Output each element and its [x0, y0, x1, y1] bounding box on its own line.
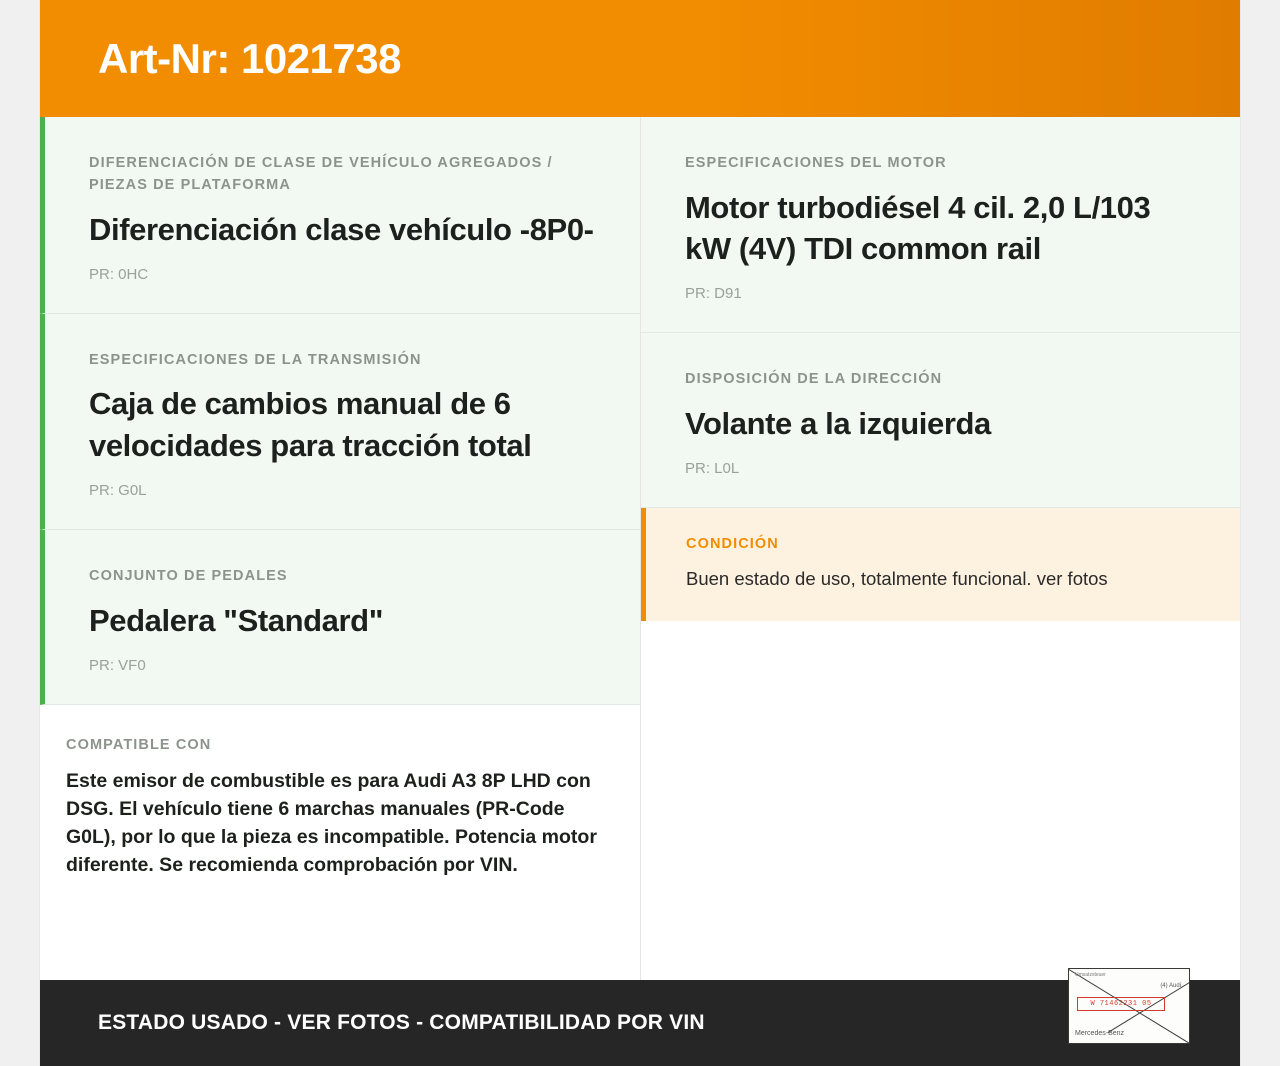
footer-text: ESTADO USADO - VER FOTOS - COMPATIBILIDAD POR VIN [98, 1011, 705, 1034]
footer-banner [40, 972, 1240, 1066]
stamp-top-right-text: (4) Audi [1160, 983, 1181, 989]
spec-label: ESPECIFICACIONES DE LA TRANSMISIÓN [89, 351, 422, 368]
spec-label: DIFERENCIACIÓN DE CLASE DE VEHÍCULO AGREGADOS / PIEZAS DE PLATAFORMA [89, 155, 553, 193]
content-columns [40, 117, 1240, 980]
spec-label: CONJUNTO DE PEDALES [89, 567, 288, 584]
spec-card-pedals [40, 530, 640, 705]
stamp-code: W 71462231 05 [1077, 997, 1165, 1011]
page-title: Art-Nr: 1021738 [98, 34, 401, 82]
spec-card-engine [641, 117, 1240, 333]
spec-pr-code: PR: L0L [685, 460, 740, 478]
compatibility-label: COMPATIBLE CON [66, 736, 212, 753]
right-column-spacer [641, 621, 1240, 980]
spec-label: DISPOSICIÓN DE LA DIRECCIÓN [685, 371, 943, 388]
spec-pr-code: PR: D91 [685, 285, 742, 303]
document-page [40, 0, 1240, 1066]
stamp-bottom-left-text: Mercedes-Benz [1075, 1030, 1125, 1037]
header-banner [40, 0, 1240, 117]
spec-pr-code: PR: VF0 [89, 656, 146, 674]
spec-card-steering [641, 333, 1240, 508]
condition-text: Buen estado de uso, totalmente funcional. ver fotos [686, 567, 1108, 589]
left-column [40, 117, 641, 980]
condition-label: CONDICIÓN [686, 536, 779, 553]
spec-value: Volante a la izquierda [685, 405, 991, 441]
spec-pr-code: PR: G0L [89, 481, 147, 499]
compatibility-note [40, 705, 640, 910]
spec-card-transmission [40, 314, 640, 530]
compatibility-text: Este emisor de combustible es para Audi A3 8P LHD con DSG. El vehículo tiene 6 marchas manuales (PR-Code G0L), por lo que la pieza es incompatible. Potencia motor diferente. Se recomienda comprobación por VIN. [66, 769, 597, 877]
spec-card-vehicle-class [40, 117, 640, 314]
spec-value: Caja de cambios manual de 6 velocidades para tracción total [89, 386, 532, 463]
spec-value: Diferenciación clase vehículo -8P0- [89, 211, 594, 247]
spec-value: Pedalera "Standard" [89, 602, 384, 638]
condition-card [641, 508, 1240, 621]
stamp-top-left-text: Umsatzsteuer [1075, 972, 1106, 978]
left-column-spacer [40, 910, 640, 980]
spec-pr-code: PR: 0HC [89, 265, 149, 283]
spec-label: ESPECIFICACIONES DEL MOTOR [685, 155, 947, 171]
right-column [641, 117, 1240, 980]
spec-value: Motor turbodiésel 4 cil. 2,0 L/103 kW (4V) TDI common rail [685, 189, 1151, 266]
envelope-stamp-icon [1068, 968, 1190, 1044]
